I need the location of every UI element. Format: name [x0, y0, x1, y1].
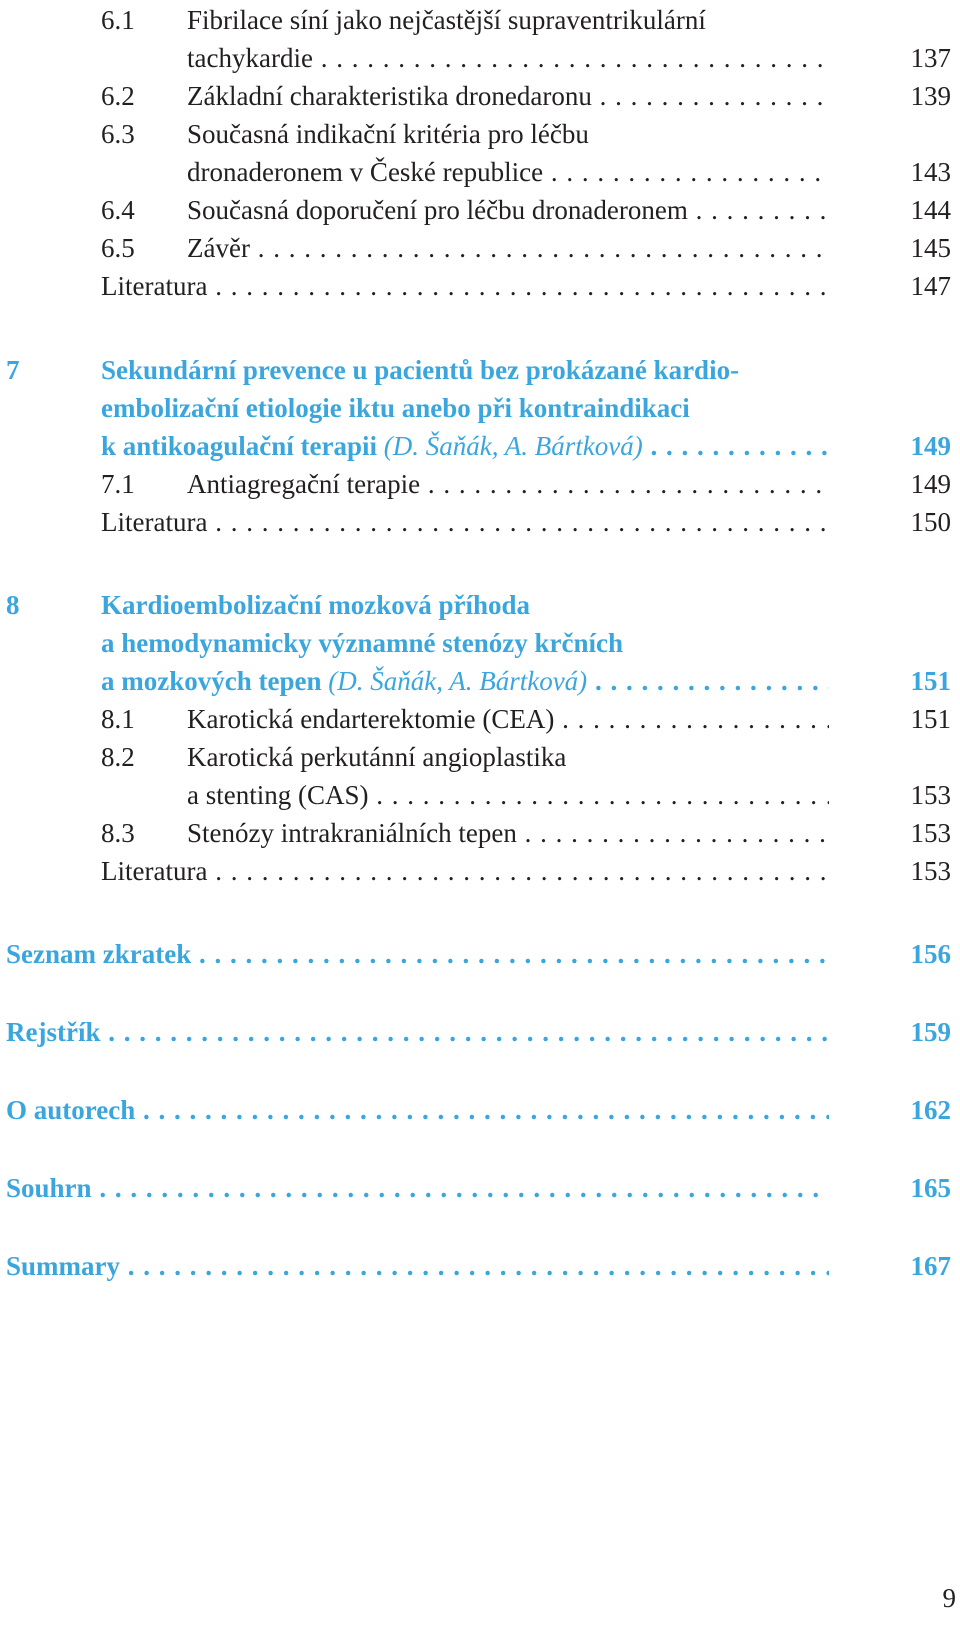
- toc-chapter-7-cont[interactable]: [0, 388, 960, 428]
- page-number: 162: [910, 1095, 951, 1125]
- toc-entry-literatura-7[interactable]: [0, 502, 960, 542]
- page-number: 143: [910, 157, 951, 187]
- back-matter-title: [6, 1012, 829, 1052]
- toc-entry-6-1-cont[interactable]: [0, 38, 960, 78]
- chapter-title-line: [101, 661, 829, 701]
- back-matter-text: Summary: [6, 1251, 120, 1281]
- chapter-number: 8: [6, 590, 20, 620]
- toc-entry-seznam-zkratek[interactable]: [0, 934, 960, 974]
- section-title-text: a stenting (CAS): [187, 780, 369, 810]
- section-title-line: [101, 502, 829, 542]
- toc-entry-souhrn[interactable]: [0, 1168, 960, 1208]
- section-title-line: [187, 813, 829, 853]
- page-number: 144: [910, 195, 951, 225]
- section-title-line: Karotická perkutánní angioplastika: [187, 742, 567, 772]
- toc-chapter-8-cont[interactable]: [0, 623, 960, 663]
- page-number: 165: [910, 1173, 951, 1203]
- page-number: 149: [910, 469, 951, 499]
- toc-entry-6-5[interactable]: [0, 228, 960, 268]
- back-matter-title: [6, 1090, 829, 1130]
- section-title-line: [187, 38, 829, 78]
- page-number: 153: [910, 780, 951, 810]
- page-number: 139: [910, 81, 951, 111]
- section-number: 8.3: [101, 818, 135, 848]
- toc-entry-8-2[interactable]: [0, 737, 960, 777]
- section-title-text: Literatura: [101, 507, 208, 537]
- back-matter-text: Souhrn: [6, 1173, 92, 1203]
- section-title-text: Základní charakteristika dronedaronu: [187, 81, 592, 111]
- section-title-text: Karotická endarterektomie (CEA): [187, 704, 555, 734]
- page-number: 137: [910, 43, 951, 73]
- section-title-line: [101, 851, 829, 891]
- section-title-text: Současná doporučení pro léčbu dronaderonem: [187, 195, 688, 225]
- page-number: 147: [910, 271, 951, 301]
- section-title-line: [187, 152, 829, 192]
- page-number: 145: [910, 233, 951, 263]
- section-number: 6.1: [101, 5, 135, 35]
- toc-entry-8-1[interactable]: [0, 699, 960, 739]
- page-number: 151: [910, 666, 951, 696]
- section-number: 6.2: [101, 81, 135, 111]
- section-title-text: dronaderonem v České republice: [187, 157, 544, 187]
- section-title-line: Fibrilace síní jako nejčastější supraventrikulární: [187, 5, 706, 35]
- back-matter-title: [6, 934, 829, 974]
- page-number: 149: [910, 431, 951, 461]
- toc-chapter-8[interactable]: [0, 585, 960, 625]
- page-folio: 9: [942, 1583, 956, 1613]
- page-number: 153: [910, 818, 951, 848]
- chapter-title-line: Sekundární prevence u pacientů bez prokázané kardio-: [101, 355, 740, 385]
- toc-chapter-7-cont2[interactable]: [0, 426, 960, 466]
- section-number: 6.3: [101, 119, 135, 149]
- section-title-text: Stenózy intrakraniálních tepen: [187, 818, 517, 848]
- chapter-title-text: a mozkových tepen: [101, 666, 322, 696]
- section-title-line: [187, 76, 829, 116]
- back-matter-text: Seznam zkratek: [6, 939, 192, 969]
- section-title-line: [187, 228, 829, 268]
- page-number: 167: [910, 1251, 951, 1281]
- toc-entry-literatura-8[interactable]: [0, 851, 960, 891]
- chapter-authors: (D. Šaňák, A. Bártková): [383, 431, 643, 461]
- toc-entry-rejstrik[interactable]: [0, 1012, 960, 1052]
- toc-entry-literatura-6[interactable]: [0, 266, 960, 306]
- toc-entry-7-1[interactable]: [0, 464, 960, 504]
- chapter-title-text: k antikoagulační terapii: [101, 431, 378, 461]
- section-number: 8.2: [101, 742, 135, 772]
- chapter-authors: (D. Šaňák, A. Bártková): [328, 666, 588, 696]
- toc-entry-6-3-cont[interactable]: [0, 152, 960, 192]
- section-title-line: [187, 699, 829, 739]
- chapter-title-line: Kardioembolizační mozková příhoda: [101, 590, 531, 620]
- section-title-text: Antiagregační terapie: [187, 469, 421, 499]
- section-title-text: tachykardie: [187, 43, 313, 73]
- section-title-text: Literatura: [101, 271, 208, 301]
- page-number: 153: [910, 856, 951, 886]
- chapter-title-line: a hemodynamicky významné stenózy krčních: [101, 628, 623, 658]
- section-number: 6.4: [101, 195, 135, 225]
- page-number: 150: [910, 507, 951, 537]
- section-title-line: [187, 464, 829, 504]
- chapter-number: 7: [6, 355, 20, 385]
- section-number: 6.5: [101, 233, 135, 263]
- section-title-line: [187, 190, 829, 230]
- back-matter-text: O autorech: [6, 1095, 136, 1125]
- section-title-text: Literatura: [101, 856, 208, 886]
- page-number: 159: [910, 1017, 951, 1047]
- page-number: 151: [910, 704, 951, 734]
- toc-entry-o-autorech[interactable]: [0, 1090, 960, 1130]
- section-number: 8.1: [101, 704, 135, 734]
- section-title-text: Závěr: [187, 233, 250, 263]
- toc-entry-8-2-cont[interactable]: [0, 775, 960, 815]
- toc-entry-6-1[interactable]: [0, 0, 960, 40]
- toc-entry-6-3[interactable]: [0, 114, 960, 154]
- toc-entry-6-4[interactable]: [0, 190, 960, 230]
- section-title-line: [187, 775, 829, 815]
- back-matter-title: [6, 1168, 829, 1208]
- toc-entry-summary[interactable]: [0, 1246, 960, 1286]
- section-number: 7.1: [101, 469, 135, 499]
- toc-chapter-7[interactable]: [0, 350, 960, 390]
- back-matter-title: [6, 1246, 829, 1286]
- toc-entry-6-2[interactable]: [0, 76, 960, 116]
- toc-chapter-8-cont2[interactable]: [0, 661, 960, 701]
- page-number: 156: [910, 939, 951, 969]
- section-title-line: Současná indikační kritéria pro léčbu: [187, 119, 589, 149]
- back-matter-text: Rejstřík: [6, 1017, 101, 1047]
- section-title-line: [101, 266, 829, 306]
- chapter-title-line: [101, 426, 829, 466]
- chapter-title-line: embolizační etiologie iktu anebo při kontraindikaci: [101, 393, 690, 423]
- toc-entry-8-3[interactable]: [0, 813, 960, 853]
